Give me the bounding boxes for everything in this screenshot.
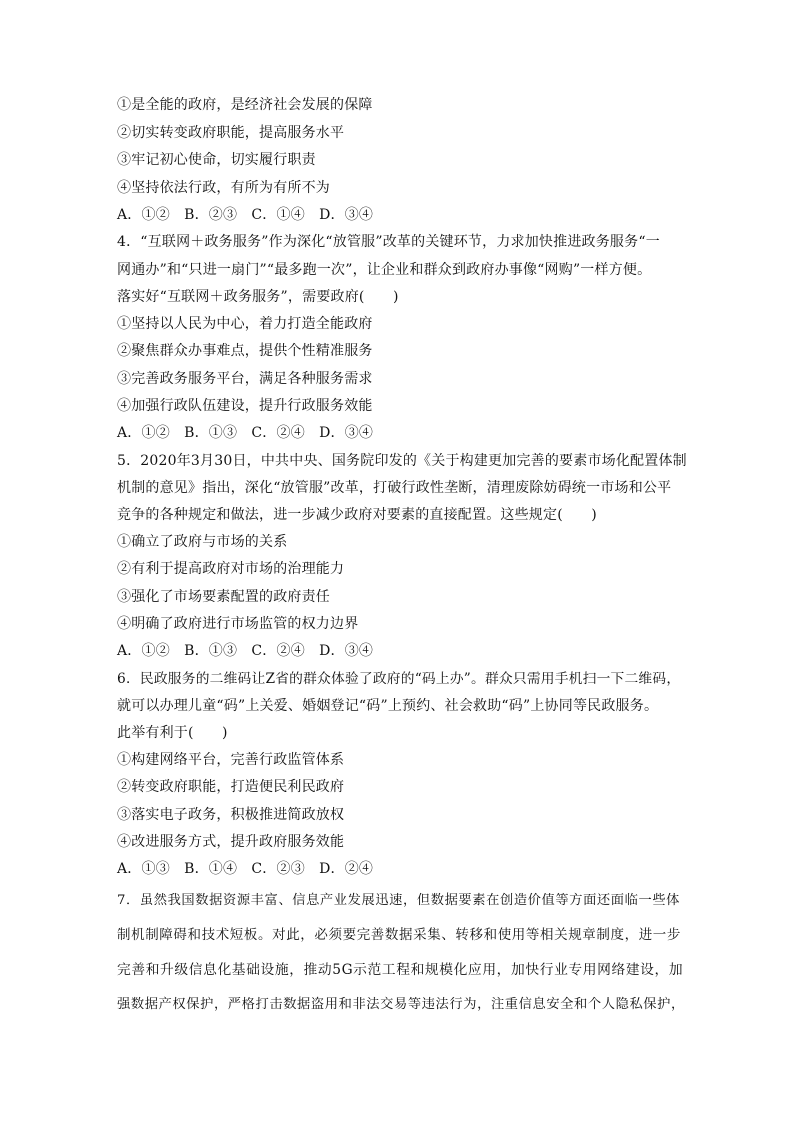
q6-stem-line-2: 就可以办理儿童“码”上关爱、婚姻登记“码”上预约、社会救助“码”上协同等民政服务。 (117, 698, 659, 714)
q4-option-4: ④加强行政队伍建设，提升行政服务效能 (117, 398, 373, 414)
q7-stem-line-2: 制机制障碍和技术短板。对此，必须要完善数据采集、转移和使用等相关规章制度，进一步 (117, 927, 681, 943)
q4-stem-line-3: 落实好“互联网＋政务服务”，需要政府( ) (117, 289, 399, 305)
q5-stem-line-3: 竞争的各种规定和做法，进一步减少政府对要素的直接配置。这些规定( ) (117, 507, 597, 523)
q4-answer-choices: A．①② B．①③ C．②④ D．③④ (117, 425, 374, 441)
q4-stem-line-1: 4．“互联网＋政务服务”作为深化“放管服”改革的关键环节，力求加快推进政务服务“一 (117, 234, 660, 250)
q6-stem-line-3: 此举有利于( ) (117, 725, 228, 741)
q5-stem-line-1: 5．2020年3月30日，中共中央、国务院印发的《关于构建更加完善的要素市场化配置体制 (117, 453, 687, 469)
q7-stem-line-4: 强数据产权保护，严格打击数据盗用和非法交易等违法行为，注重信息安全和个人隐私保护， (117, 997, 685, 1012)
q5-option-2: ②有利于提高政府对市场的治理能力 (117, 561, 345, 577)
q3-answer-choices: A．①② B．②③ C．①④ D．③④ (117, 207, 374, 223)
q5-answer-choices: A．①② B．①③ C．②④ D．③④ (117, 643, 374, 659)
q5-option-1: ①确立了政府与市场的关系 (117, 534, 288, 550)
q7-stem-line-3: 完善和升级信息化基础设施，推动5G示范工程和规模化应用，加快行业专用网络建设，加 (117, 962, 684, 978)
q4-option-1: ①坚持以人民为中心，着力打造全能政府 (117, 316, 373, 332)
q6-stem-line-1: 6．民政服务的二维码让Z省的群众体验了政府的“码上办”。群众只需用手机扫一下二维码， (117, 671, 681, 687)
q3-option-3: ③牢记初心使命，切实履行职责 (117, 152, 316, 168)
q6-option-2: ②转变政府职能，打造便民利民政府 (117, 779, 345, 795)
q4-option-3: ③完善政务服务平台，满足各种服务需求 (117, 371, 373, 387)
q3-option-1: ①是全能的政府，是经济社会发展的保障 (117, 97, 373, 113)
q6-option-3: ③落实电子政务，积极推进简政放权 (117, 807, 345, 823)
q4-stem-line-2: 网通办”和“只进一扇门”“最多跑一次”，让企业和群众到政府办事像“网购”一样方便。 (117, 262, 652, 278)
q6-answer-choices: A．①③ B．①④ C．②③ D．②④ (117, 861, 374, 877)
q3-option-2: ②切实转变政府职能，提高服务水平 (117, 125, 345, 141)
q6-option-4: ④改进服务方式，提升政府服务效能 (117, 834, 345, 850)
q3-option-4: ④坚持依法行政，有所为有所不为 (117, 180, 330, 196)
q5-option-3: ③强化了市场要素配置的政府责任 (117, 589, 330, 605)
q5-option-4: ④明确了政府进行市场监管的权力边界 (117, 616, 359, 632)
q7-stem-line-1: 7．虽然我国数据资源丰富、信息产业发展迅速，但数据要素在创造价值等方面还面临一些体 (117, 893, 681, 908)
q4-option-2: ②聚焦群众办事难点，提供个性精准服务 (117, 343, 373, 359)
q6-option-1: ①构建网络平台，完善行政监管体系 (117, 752, 345, 768)
q5-stem-line-2: 机制的意见》指出，深化“放管服”改革，打破行政性垄断，清理废除妨碍统一市场和公平 (117, 480, 672, 496)
